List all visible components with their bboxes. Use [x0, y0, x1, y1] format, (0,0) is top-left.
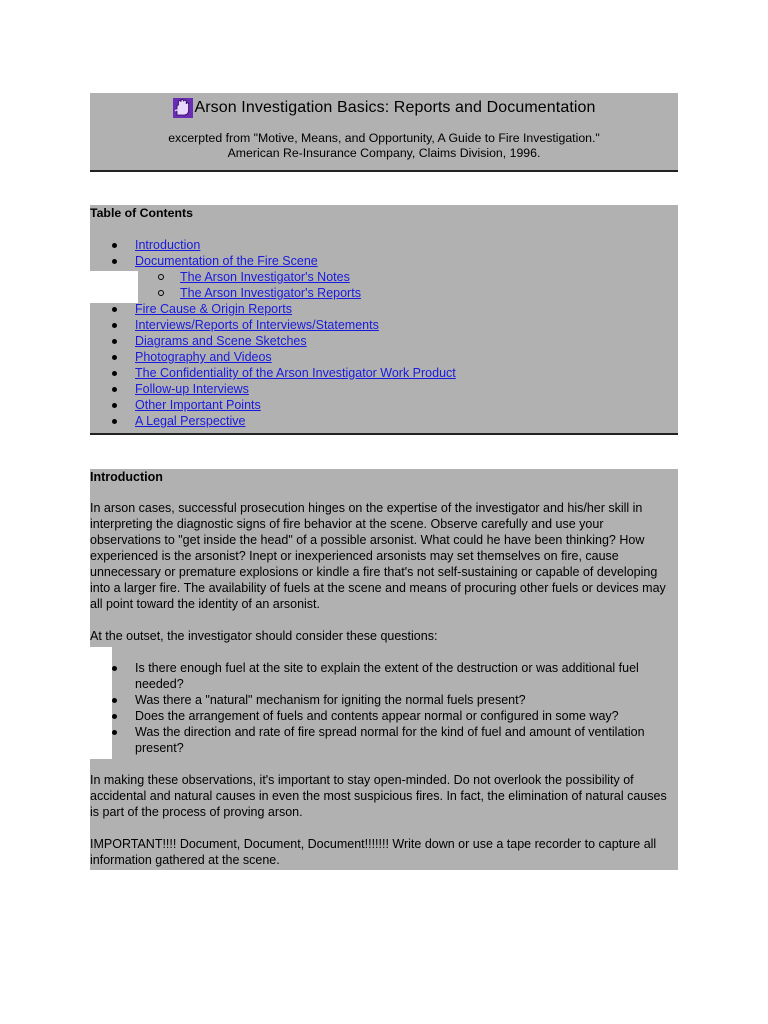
intro-paragraph: In arson cases, successful prosecution hinges on the expertise of the investigator and his/her skill in interpreting the diagnostic signs of fire behavior at the scene. Observe carefully and use your observations to "get inside the head" of a possible arsonist. What could he have been thinking? How experienced is the arsonist? Inept or inexperienced arsonists may set themselves on fire, cause unnecessary or premature explosions or kindle a fire that's not self-sustaining or capable of developing into a larger fire. The availability of fuels at the scene and means of procuring other fuels or devices may all point toward the identity of an arsonist. [90, 501, 666, 611]
list-item [90, 285, 678, 301]
divider [90, 170, 678, 172]
toc-link-cause-origin[interactable]: Fire Cause & Origin Reports [135, 302, 293, 316]
toc-list [90, 237, 678, 429]
divider [90, 433, 678, 435]
toc-link-legal[interactable]: A Legal Perspective [135, 414, 246, 428]
list-item [90, 397, 678, 413]
toc-link-documentation[interactable]: Documentation of the Fire Scene [135, 254, 318, 268]
toc-link-photography[interactable]: Photography and Videos [135, 350, 272, 364]
list-item [90, 349, 678, 365]
list-item [90, 413, 678, 429]
title-row [90, 93, 678, 119]
intro-paragraph: In making these observations, it's important to stay open-minded. Do not overlook the possibility of accidental and natural causes in even the most suspicious fires. In fact, the elimination of natural causes is part of the process of proving arson. [90, 773, 667, 819]
toc-link-other-points[interactable]: Other Important Points [135, 398, 261, 412]
list-item [90, 253, 678, 269]
list-item [90, 381, 678, 397]
toc-link-reports[interactable]: The Arson Investigator's Reports [180, 286, 361, 300]
list-item [90, 317, 678, 333]
toc-link-confidentiality[interactable]: The Confidentiality of the Arson Investigator Work Product [135, 366, 456, 380]
document-page [90, 93, 678, 870]
section-heading: Introduction [90, 470, 163, 484]
list-item [90, 333, 678, 349]
toc-link-diagrams[interactable]: Diagrams and Scene Sketches [135, 334, 307, 348]
toc-link-notes[interactable]: The Arson Investigator's Notes [180, 270, 350, 284]
list-item: Was the direction and rate of fire spread normal for the kind of fuel and amount of ventilation present? [90, 724, 678, 756]
hand-icon [172, 97, 194, 119]
header-panel [90, 93, 678, 170]
important-note: IMPORTANT!!!! Document, Document, Document!!!!!!! Write down or use a tape recorder to capture all information gathered at the scene. [90, 837, 657, 867]
list-item [90, 365, 678, 381]
list-item: Was there a "natural" mechanism for igniting the normal fuels present? [90, 692, 678, 708]
list-item [90, 269, 678, 285]
citation-line-2: American Re-Insurance Company, Claims Division, 1996. [227, 146, 541, 160]
list-item [90, 301, 678, 317]
source-citation [90, 131, 678, 161]
questions-lead: At the outset, the investigator should consider these questions: [90, 629, 438, 643]
questions-list [90, 660, 678, 756]
list-item: Is there enough fuel at the site to explain the extent of the destruction or was additional fuel needed? [90, 660, 678, 692]
toc-link-follow-up[interactable]: Follow-up Interviews [135, 382, 249, 396]
page-title: Arson Investigation Basics: Reports and Documentation [194, 99, 596, 116]
toc-heading: Table of Contents [90, 206, 193, 220]
list-item: Does the arrangement of fuels and contents appear normal or configured in some way? [90, 708, 678, 724]
toc-link-interviews[interactable]: Interviews/Reports of Interviews/Statements [135, 318, 379, 332]
citation-line-1: excerpted from "Motive, Means, and Opportunity, A Guide to Fire Investigation." [168, 131, 600, 145]
list-item [90, 237, 678, 253]
introduction-section [90, 469, 678, 870]
toc-link-introduction[interactable]: Introduction [135, 238, 201, 252]
table-of-contents [90, 205, 678, 433]
